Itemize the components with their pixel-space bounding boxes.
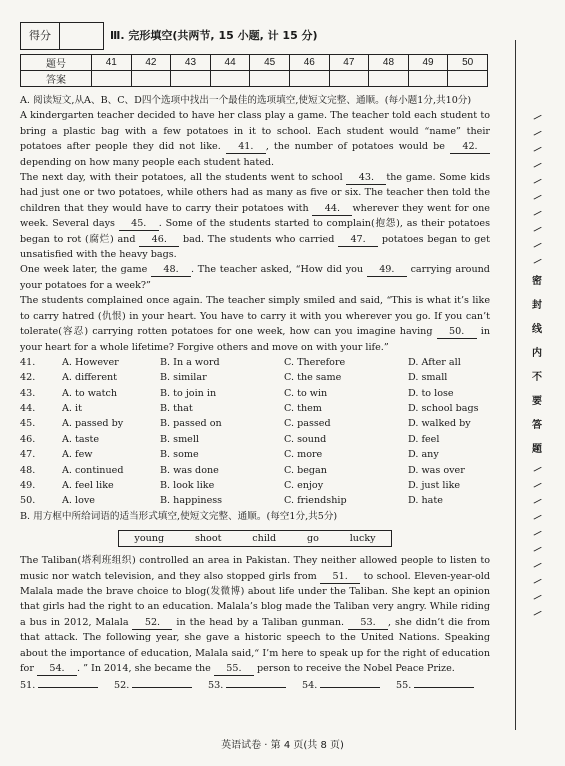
answer-cell[interactable]	[250, 71, 290, 87]
text-run: carrying around your potatoes for a week?”	[20, 264, 490, 291]
answer-line-52[interactable]	[132, 687, 192, 688]
answer-line-item	[208, 678, 302, 693]
question-number: 47.	[20, 449, 36, 461]
blank-47: 47.	[338, 234, 378, 247]
option-d: D. any	[408, 449, 439, 461]
blank-44: 44.	[312, 203, 352, 216]
option-a: A. it	[62, 403, 82, 415]
passage-paragraph	[20, 108, 490, 170]
text-run: wherever they went for one week. Several days	[20, 202, 490, 230]
reading-content	[20, 93, 490, 694]
answer-cell[interactable]	[448, 71, 488, 87]
margin-dash: /	[532, 128, 543, 139]
margin-dash: /	[532, 144, 543, 155]
margin-dash: /	[532, 176, 543, 187]
option-b: B. smell	[160, 433, 199, 445]
answer-grid-number-row	[21, 55, 488, 71]
grid-number: 42	[131, 55, 171, 71]
passage-paragraph	[20, 262, 490, 293]
option-row	[20, 416, 490, 431]
word-box-item: shoot	[194, 533, 222, 545]
option-d: D. to lose	[408, 387, 454, 399]
option-d: D. walked by	[408, 418, 471, 430]
option-b: B. similar	[160, 372, 207, 384]
passage-paragraph	[20, 170, 490, 262]
blank-42: 42.	[450, 141, 490, 154]
score-field[interactable]	[60, 23, 103, 49]
margin-char: 答	[532, 420, 542, 431]
option-c: C. friendship	[284, 495, 347, 507]
blank-52: 52.	[132, 617, 172, 630]
grid-number: 47	[329, 55, 369, 71]
answer-cell[interactable]	[369, 71, 409, 87]
answer-cell[interactable]	[92, 71, 132, 87]
grid-number: 45	[250, 55, 290, 71]
margin-char: 不	[532, 372, 542, 383]
text-run: depending on how many people each student hated.	[20, 156, 275, 168]
option-row	[20, 478, 490, 493]
part-a-instruction: A. 阅读短文,从A、B、C、D四个选项中找出一个最佳的选项填空,使短文完整、通顺。(每小题1分,共10分)	[20, 95, 472, 106]
option-b: B. was done	[160, 464, 219, 476]
blank-46: 46.	[139, 234, 179, 247]
question-number: 50.	[20, 495, 36, 507]
text-run: in the head by a Taliban gunman.	[176, 616, 345, 628]
option-a: A. to watch	[62, 387, 118, 399]
answer-line-55[interactable]	[414, 687, 474, 688]
text-run: bad. The students who carried	[183, 233, 335, 245]
grid-number: 44	[210, 55, 250, 71]
blank-49: 49.	[367, 264, 407, 277]
option-c: C. them	[284, 403, 322, 415]
option-d: D. was over	[408, 464, 465, 476]
margin-dash: /	[532, 160, 543, 171]
option-row	[20, 447, 490, 462]
text-run: The students complained once again. The teacher simply smiled and said, “This is what it’s like to carry hatred (仇恨) in your heart. You have to carry it with you wherever you go. If you can’t tolerate(容忍) carrying rotten potatoes for one week, how can you imagine having	[20, 295, 490, 338]
answer-cell[interactable]	[408, 71, 448, 87]
answer-cell[interactable]	[210, 71, 250, 87]
margin-dash: /	[532, 240, 543, 251]
text-run: . The teacher asked, “How did you	[191, 264, 364, 276]
blank-53: 53.	[348, 617, 388, 630]
option-c: C. the same	[284, 372, 342, 384]
answer-line-53[interactable]	[226, 687, 286, 688]
grid-number: 49	[408, 55, 448, 71]
answer-line-item	[114, 678, 208, 693]
option-b: B. In a word	[160, 356, 220, 368]
score-label: 得分	[21, 23, 60, 49]
word-box-item: child	[252, 533, 277, 545]
margin-dash: /	[532, 480, 543, 491]
option-b: B. that	[160, 403, 193, 415]
margin-char: 线	[532, 324, 542, 335]
option-b: B. to join in	[160, 387, 217, 399]
answer-line-item	[20, 678, 114, 693]
option-row	[20, 463, 490, 478]
grid-number-header: 题号	[21, 55, 92, 71]
option-a: A. taste	[62, 433, 100, 445]
blank-50: 50.	[437, 326, 477, 339]
option-row	[20, 401, 490, 416]
option-a: A. feel like	[62, 480, 114, 492]
option-c: C. sound	[284, 433, 327, 445]
question-number: 46.	[20, 433, 36, 445]
question-number: 44.	[20, 403, 36, 415]
answer-cell[interactable]	[329, 71, 369, 87]
option-c: C. enjoy	[284, 480, 324, 492]
question-number: 45.	[20, 418, 36, 430]
option-b: B. look like	[160, 480, 215, 492]
seal-margin	[527, 110, 547, 622]
option-row	[20, 432, 490, 447]
text-run: One week later, the game	[20, 264, 148, 276]
margin-char: 要	[532, 396, 542, 407]
answer-grid	[20, 54, 488, 87]
option-b: B. happiness	[160, 495, 223, 507]
option-d: D. school bags	[408, 403, 479, 415]
part-b-instruction: B. 用方框中所给词语的适当形式填空,使短文完整、通顺。(每空1分,共5分)	[20, 510, 338, 522]
grid-number: 41	[92, 55, 132, 71]
margin-dash: /	[532, 528, 543, 539]
blank-48: 48.	[151, 264, 191, 277]
margin-dash: /	[532, 256, 543, 267]
grid-number: 46	[289, 55, 329, 71]
text-run: A kindergarten teacher decided to have her class play a game. The teacher told each student to bring a plastic bag with a few potatoes in it to school. Each student would “name” their potatoes after people they did not like.	[20, 110, 490, 153]
option-a: A. passed by	[62, 418, 124, 430]
option-c: C. more	[284, 449, 323, 461]
option-a: A. love	[62, 495, 95, 507]
text-run: the game. Some kids had just one or two potatoes, while others had as many as five or six. The teacher then told the children that they would have to carry their potatoes with	[20, 172, 490, 214]
text-run: The next day, with their potatoes, all the students went to school	[20, 172, 343, 184]
option-row	[20, 355, 490, 370]
margin-dash: /	[532, 576, 543, 587]
question-number: 43.	[20, 387, 36, 399]
margin-dash: /	[532, 208, 543, 219]
text-run: The Taliban(塔利班组织) controlled an area in Pakistan. They neither allowed people to listen to music nor watch television, and they also stopped girls from	[20, 555, 490, 582]
option-row	[20, 370, 490, 385]
margin-dash: /	[532, 112, 543, 123]
margin-dash: /	[532, 544, 543, 555]
blank-54: 54.	[37, 663, 77, 676]
page-footer: 英语试卷 · 第 4 页(共 8 页)	[221, 740, 344, 751]
grid-answer-header: 答案	[21, 71, 92, 87]
text-run: . Some of the students started to complain(抱怨), as their potatoes began to rot (腐烂) and	[20, 218, 490, 245]
text-run: , the number of potatoes would be	[265, 141, 445, 153]
answer-line-label: 55.	[396, 680, 412, 692]
blank-41: 41.	[226, 141, 266, 154]
answer-cell[interactable]	[171, 71, 211, 87]
word-box-item: young	[134, 533, 165, 545]
margin-dash: /	[532, 560, 543, 571]
answer-line-label: 53.	[208, 680, 224, 692]
text-run: in your heart for a whole lifetime? Forgive others and move on with your life.”	[20, 326, 490, 353]
text-run: , she didn’t die from that attack. The following year, she gave a historic speech to the United Nations. Speaking about the importance of education, Malala said,“ I’m here to speak up for the right of education for	[20, 616, 490, 675]
answer-line-label: 51.	[20, 680, 36, 692]
option-a: A. different	[62, 372, 118, 384]
section-title: Ⅲ. 完形填空(共两节, 15 小题, 计 15 分)	[110, 29, 318, 42]
blank-51: 51.	[320, 571, 360, 584]
question-number: 49.	[20, 480, 36, 492]
option-b: B. passed on	[160, 418, 222, 430]
answer-line-label: 54.	[302, 680, 318, 692]
blank-43: 43.	[346, 172, 386, 185]
option-c: C. to win	[284, 387, 328, 399]
blank-55: 55.	[214, 663, 254, 676]
margin-dash: /	[532, 192, 543, 203]
word-box-item: lucky	[349, 533, 376, 545]
option-row	[20, 386, 490, 401]
option-c: C. Therefore	[284, 356, 346, 368]
margin-char: 封	[532, 300, 542, 311]
option-c: C. began	[284, 464, 327, 476]
option-d: D. small	[408, 372, 448, 384]
text-run: potatoes began to get unsatisfied with the heavy bags.	[20, 233, 490, 261]
passage-paragraph	[20, 293, 490, 355]
option-c: C. passed	[284, 418, 331, 430]
seal-line	[515, 40, 516, 730]
margin-dash: /	[532, 224, 543, 235]
answer-line-51[interactable]	[38, 687, 98, 688]
options-list	[20, 355, 490, 509]
passage-b-paragraph	[20, 553, 490, 676]
question-number: 42.	[20, 372, 36, 384]
margin-char: 题	[532, 444, 542, 455]
text-run: . ” In 2014, she became the	[76, 663, 211, 675]
grid-number: 48	[369, 55, 409, 71]
question-number: 41.	[20, 356, 36, 368]
margin-dash: /	[532, 496, 543, 507]
answer-cell[interactable]	[131, 71, 171, 87]
text-run: person to receive the Nobel Peace Prize.	[256, 663, 455, 675]
option-a: A. However	[62, 356, 119, 368]
answer-cell[interactable]	[289, 71, 329, 87]
answer-line-item	[302, 678, 396, 693]
margin-dash: /	[532, 592, 543, 603]
blank-45: 45.	[119, 218, 159, 231]
grid-number: 43	[171, 55, 211, 71]
margin-dash: /	[532, 464, 543, 475]
answer-line-54[interactable]	[320, 687, 380, 688]
text-run: to school. Eleven-year-old Malala made the brave choice to blog(发微博) about life under the Taliban. She kept an opinion that girls had the right to an education. Malala’s blog made the Taliban very angry. While riding a bus in 2012, Malala	[20, 570, 491, 628]
margin-char: 内	[532, 348, 542, 359]
option-a: A. few	[62, 449, 93, 461]
margin-dash: /	[532, 512, 543, 523]
option-b: B. some	[160, 449, 199, 461]
answer-grid-answer-row	[21, 71, 488, 87]
grid-number: 50	[448, 55, 488, 71]
word-box-item: go	[306, 533, 319, 545]
option-a: A. continued	[62, 464, 124, 476]
margin-char: 密	[532, 276, 542, 287]
word-box	[118, 530, 392, 547]
option-d: D. After all	[408, 356, 461, 368]
option-row	[20, 493, 490, 508]
score-box	[20, 22, 104, 50]
answer-lines	[20, 678, 490, 693]
option-d: D. feel	[408, 433, 440, 445]
margin-dash: /	[532, 608, 543, 619]
option-d: D. just like	[408, 480, 461, 492]
answer-line-item	[396, 678, 490, 693]
question-number: 48.	[20, 464, 36, 476]
option-d: D. hate	[408, 495, 443, 507]
answer-line-label: 52.	[114, 680, 130, 692]
